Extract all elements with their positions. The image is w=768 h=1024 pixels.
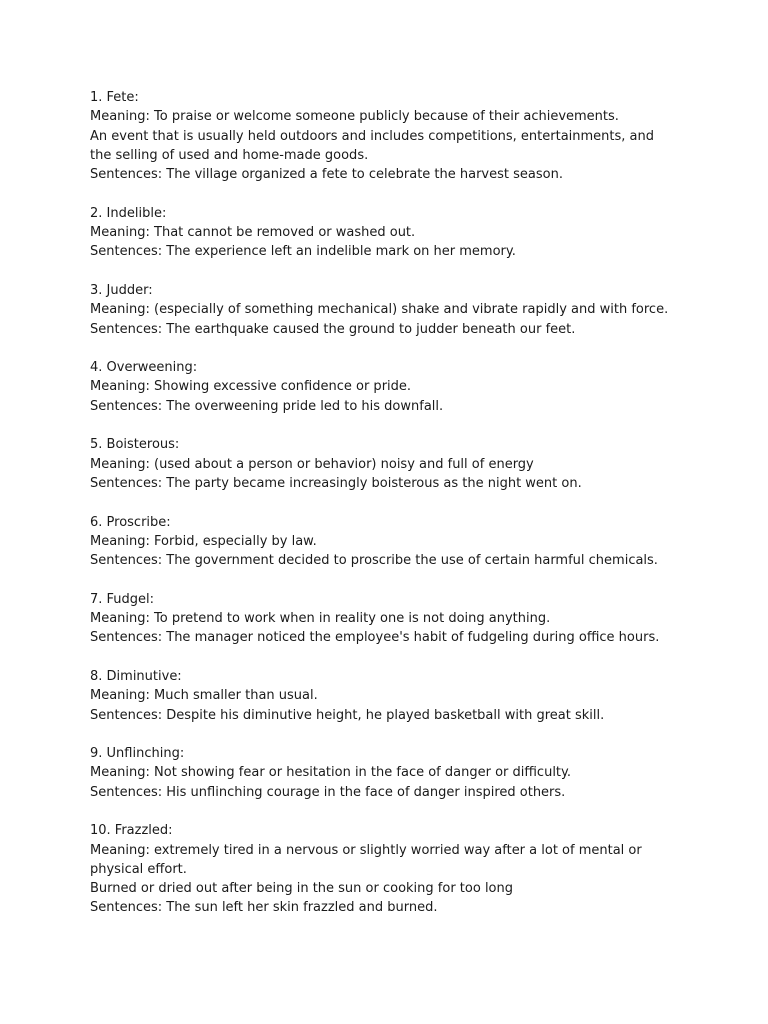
- entry-heading: 4. Overweening:: [90, 360, 198, 376]
- entry-sentence: Sentences: The manager noticed the employee's habit of fudgeling during office hours.: [90, 630, 660, 646]
- vocab-entry-frazzled: [90, 821, 740, 917]
- entry-meaning: Meaning: (used about a person or behavior) noisy and full of energy: [90, 456, 534, 472]
- entry-sentence: Sentences: The earthquake caused the ground to judder beneath our feet.: [90, 321, 576, 337]
- entry-meaning: Meaning: Not showing fear or hesitation in the face of danger or difficulty.: [90, 765, 571, 781]
- entry-sentence: Sentences: The overweening pride led to his downfall.: [90, 398, 444, 414]
- entry-meaning: Meaning: extremely tired in a nervous or slightly worried way after a lot of mental or: [90, 842, 642, 858]
- entry-heading: 1. Fete:: [90, 90, 139, 105]
- entry-sentence: Sentences: The experience left an indelible mark on her memory.: [90, 244, 516, 260]
- vocab-entry-fete: [90, 88, 740, 184]
- vocab-entry-indelible: [90, 204, 740, 262]
- entry-meaning: Meaning: Much smaller than usual.: [90, 688, 318, 704]
- vocab-entry-diminutive: [90, 667, 740, 725]
- entry-sentence: Sentences: The party became increasingly boisterous as the night went on.: [90, 475, 582, 491]
- entry-meaning: Meaning: That cannot be removed or washed out.: [90, 225, 416, 241]
- vocabulary-document: [90, 88, 740, 937]
- entry-meaning-continued: physical effort.: [90, 861, 187, 877]
- vocab-entry-proscribe: [90, 513, 740, 571]
- entry-sentence: Sentences: Despite his diminutive height, he played basketball with great skill.: [90, 707, 605, 723]
- vocab-entry-judder: [90, 281, 740, 339]
- entry-sentence: Sentences: His unflinching courage in the face of danger inspired others.: [90, 784, 566, 800]
- entry-meaning: Meaning: To pretend to work when in reality one is not doing anything.: [90, 611, 551, 627]
- entry-alt-meaning: Burned or dried out after being in the sun or cooking for too long: [90, 881, 513, 897]
- entry-heading: 7. Fudgel:: [90, 591, 155, 607]
- entry-heading: 9. Unflinching:: [90, 746, 185, 762]
- entry-meaning: Meaning: Showing excessive confidence or pride.: [90, 379, 412, 395]
- entry-sentence: Sentences: The village organized a fete to celebrate the harvest season.: [90, 167, 563, 183]
- entry-sentence: Sentences: The government decided to proscribe the use of certain harmful chemicals.: [90, 553, 658, 569]
- entry-meaning-continued: An event that is usually held outdoors and includes competitions, entertainments, and: [90, 128, 655, 144]
- entry-sentence: Sentences: The sun left her skin frazzled and burned.: [90, 900, 438, 916]
- entry-meaning: Meaning: (especially of something mechanical) shake and vibrate rapidly and with force.: [90, 302, 669, 318]
- vocab-entry-boisterous: [90, 435, 740, 493]
- entry-meaning-continued: the selling of used and home-made goods.: [90, 147, 369, 163]
- entry-heading: 8. Diminutive:: [90, 668, 182, 684]
- vocab-entry-fudgel: [90, 590, 740, 648]
- vocab-entry-overweening: [90, 358, 740, 416]
- entry-heading: 5. Boisterous:: [90, 437, 180, 453]
- vocab-entry-unflinching: [90, 744, 740, 802]
- entry-heading: 6. Proscribe:: [90, 514, 171, 530]
- entry-meaning: Meaning: Forbid, especially by law.: [90, 533, 317, 549]
- entry-heading: 3. Judder:: [90, 282, 153, 298]
- entry-heading: 2. Indelible:: [90, 205, 167, 221]
- entry-meaning: Meaning: To praise or welcome someone publicly because of their achievements.: [90, 109, 619, 125]
- entry-heading: 10. Frazzled:: [90, 823, 173, 839]
